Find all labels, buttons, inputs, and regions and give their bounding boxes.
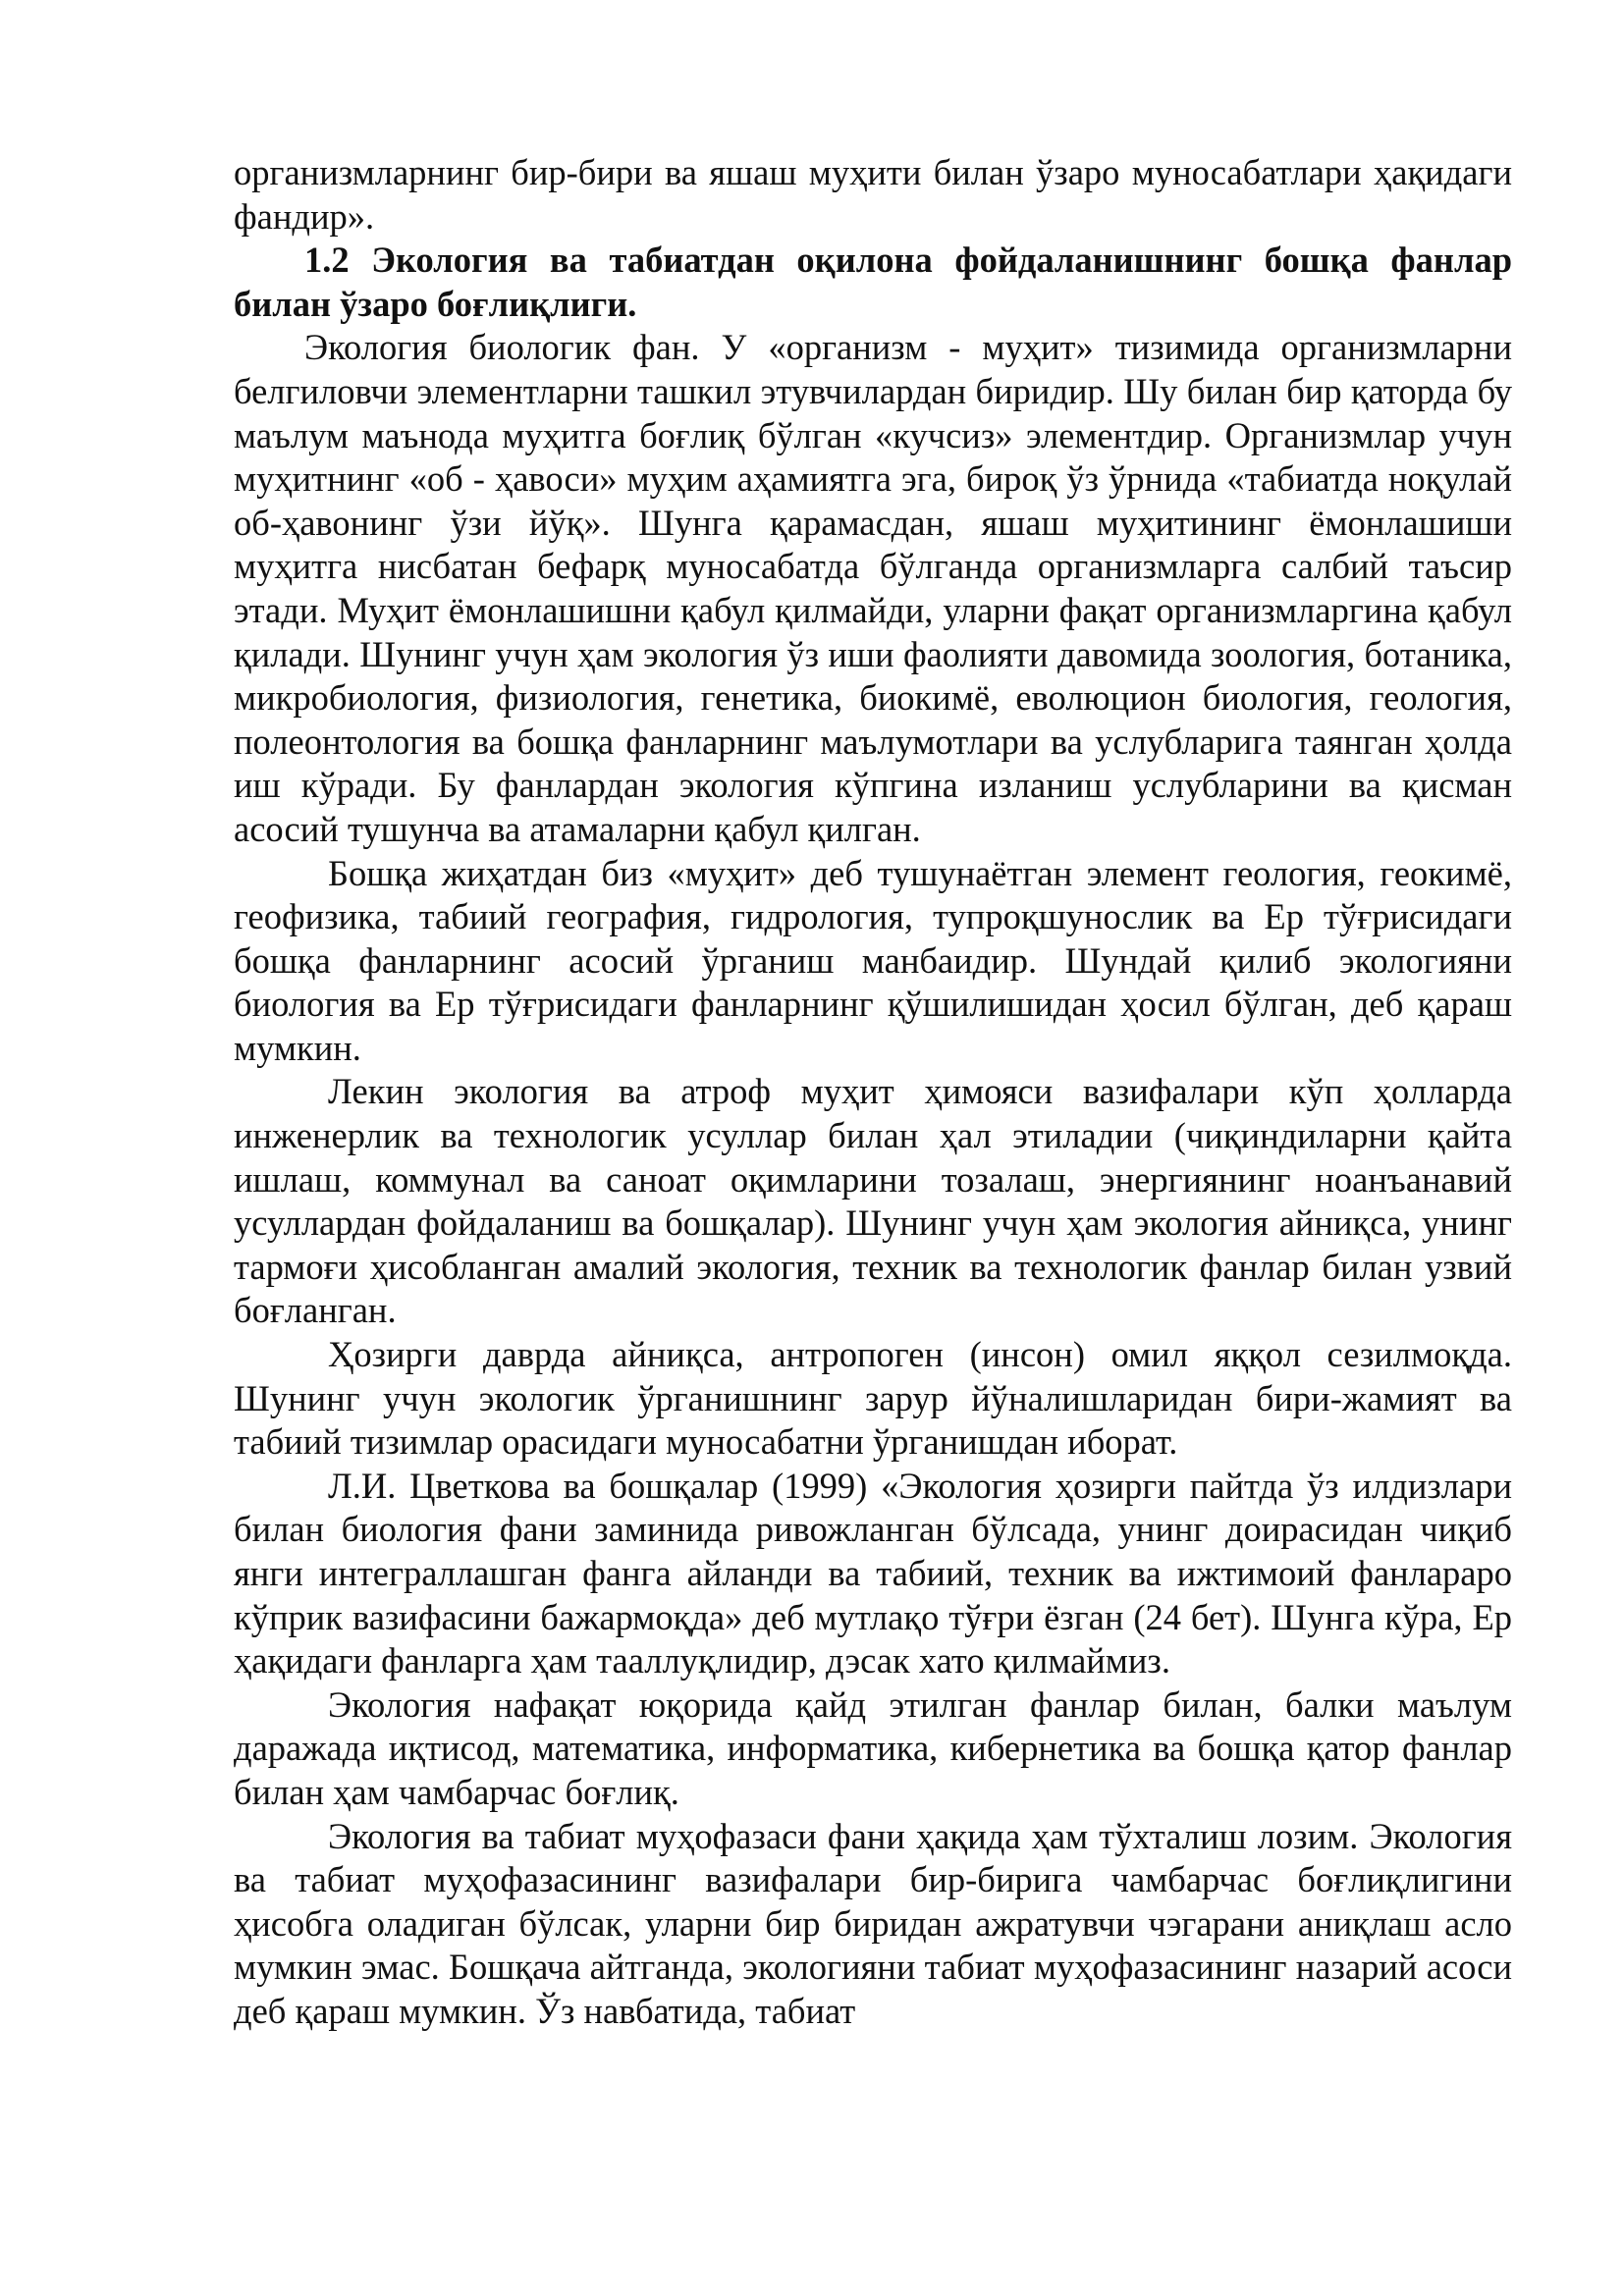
paragraph: Бошқа жиҳатдан биз «муҳит» деб тушунаётган элемент геология, геокимё, геофизика, табиий география, гидрология, тупроқшунослик ва Ер тўғрисидаги бошқа фанларнинг асосий ўрганиш манбаидир. Шундай қилиб экологияни биология ва Ер тўғрисидаги фанларнинг қўшилишидан ҳосил бўлган, деб қараш мумкин. <box>234 852 1512 1068</box>
paragraph: Лекин экология ва атроф муҳит ҳимояси вазифалари кўп ҳолларда инженерлик ва технологик усуллар билан ҳал этиладии (чиқиндиларни қайта ишлаш, коммунал ва саноат оқимларини тозалаш, энергиянинг ноанъанавий усуллардан фойдаланиш ва бошқалар). Шунинг учун ҳам экология айниқса, унинг тармоғи ҳисобланган амалий экология, техник ва технологик фанлар билан узвий боғланган. <box>234 1071 1512 1331</box>
paragraph: Экология биологик фан. У «организм - муҳит» тизимида организмларни белгиловчи элементларни ташкил этувчилардан биридир. Шу билан бир қаторда бу маълум маънода муҳитга боғлиқ бўлган «кучсиз» элементдир. Организмлар учун муҳитнинг «об - ҳавоси» муҳим аҳамиятга эга, бироқ ўз ўрнида «табиатда ноқулай об-ҳавонинг ўзи йўқ». Шунга қарамасдан, яшаш муҳитининг ёмонлашиши муҳитга нисбатан бефарқ муносабатда бўлганда организмларга салбий таъсир этади. Муҳит ёмонлашишни қабул қилмайди, уларни фақат организмларгина қабул қилади. Шунинг учун ҳам экология ўз иши фаолияти давомида зоология, ботаника, микробиология, физиология, генетика, биокимё, еволюцион биология, геология, полеонтология ва бошқа фанларнинг маълумотлари ва услубларига таянган ҳолда иш кўради. Бу фанлардан экология кўпгина изланиш услубларини ва қисман асосий тушунча ва атамаларни қабул қилган. <box>234 327 1512 849</box>
paragraph: Экология ва табиат муҳофазаси фани ҳақида ҳам тўхталиш лозим. Экология ва табиат муҳофазасининг вазифалари бир-бирига чамбарчас боғлиқлигини ҳисобга оладиган бўлсак, уларни бир биридан ажратувчи чэгарани аниқлаш асло мумкин эмас. Бошқача айтганда, экологияни табиат муҳофазасининг назарий асоси деб қараш мумкин. Ўз навбатида, табиат <box>234 1815 1512 2031</box>
document-page <box>234 151 1512 2034</box>
paragraph: Экология нафақат юқорида қайд этилган фанлар билан, балки маълум даражада иқтисод, математика, информатика, кибернетика ва бошқа қатор фанлар билан ҳам чамбарчас боғлиқ. <box>234 1683 1512 1812</box>
paragraph: Л.И. Цветкова ва бошқалар (1999) «Экология ҳозирги пайтда ўз илдизлари билан биология фани заминида ривожланган бўлсада, унинг доирасидан чиқиб янги интеграллашган фанга айланди ва табиий, техник ва ижтимоий фанлараро кўприк вазифасини бажармоқда» деб мутлақо тўғри ёзган (24 бет). Шунга кўра, Ер ҳақидаги фанларга ҳам тааллуқлидир, дэсак хато қилмаймиз. <box>234 1465 1512 1682</box>
section-heading: 1.2 Экология ва табиатдан оқилона фойдаланишнинг бошқа фанлар билан ўзаро боғлиқлиги. <box>234 240 1512 324</box>
paragraph-continuation: организмларнинг бир-бири ва яшаш муҳити билан ўзаро муносабатлари ҳақидаги фандир». <box>234 152 1512 237</box>
paragraph: Ҳозирги даврда айниқса, антропоген (инсон) омил яққол сезилмоқда. Шунинг учун экологик ўрганишнинг зарур йўналишларидан бири-жамият ва табиий тизимлар орасидаги муносабатни ўрганишдан иборат. <box>234 1334 1512 1463</box>
